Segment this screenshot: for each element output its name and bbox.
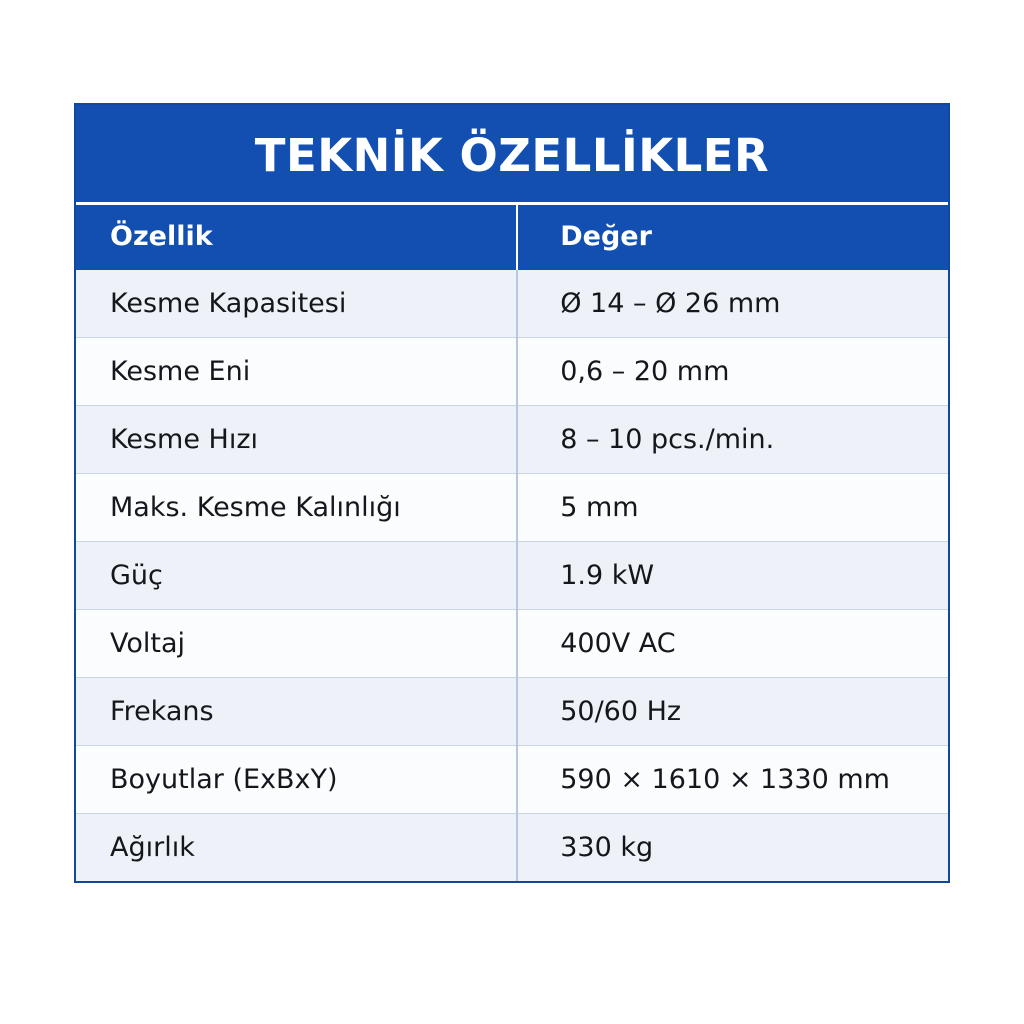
- row-label: Kesme Kapasitesi: [76, 270, 517, 338]
- row-value: 400V AC: [517, 610, 948, 678]
- table-header: [76, 205, 948, 270]
- row-value: 0,6 – 20 mm: [517, 338, 948, 406]
- row-label: Kesme Hızı: [76, 406, 517, 474]
- specs-grid: [76, 205, 948, 881]
- table-row: [76, 474, 948, 542]
- row-value: 50/60 Hz: [517, 678, 948, 746]
- header-row: [76, 205, 948, 270]
- table-row: [76, 542, 948, 610]
- table-row: [76, 746, 948, 814]
- table-row: [76, 270, 948, 338]
- row-label: Ağırlık: [76, 814, 517, 882]
- table-row: [76, 610, 948, 678]
- header-cell-value: Değer: [517, 205, 948, 270]
- row-value: 5 mm: [517, 474, 948, 542]
- row-label: Boyutlar (ExBxY): [76, 746, 517, 814]
- header-cell-feature: Özellik: [76, 205, 517, 270]
- table-row: [76, 814, 948, 882]
- row-value: 8 – 10 pcs./min.: [517, 406, 948, 474]
- table-row: [76, 338, 948, 406]
- row-label: Maks. Kesme Kalınlığı: [76, 474, 517, 542]
- table-title: TEKNİK ÖZELLİKLER: [76, 105, 948, 202]
- row-label: Frekans: [76, 678, 517, 746]
- row-value: Ø 14 – Ø 26 mm: [517, 270, 948, 338]
- technical-specifications-table: [74, 103, 950, 883]
- row-value: 590 × 1610 × 1330 mm: [517, 746, 948, 814]
- row-label: Voltaj: [76, 610, 517, 678]
- table-body: [76, 270, 948, 881]
- row-label: Güç: [76, 542, 517, 610]
- row-label: Kesme Eni: [76, 338, 517, 406]
- row-value: 330 kg: [517, 814, 948, 882]
- table-row: [76, 406, 948, 474]
- table-row: [76, 678, 948, 746]
- row-value: 1.9 kW: [517, 542, 948, 610]
